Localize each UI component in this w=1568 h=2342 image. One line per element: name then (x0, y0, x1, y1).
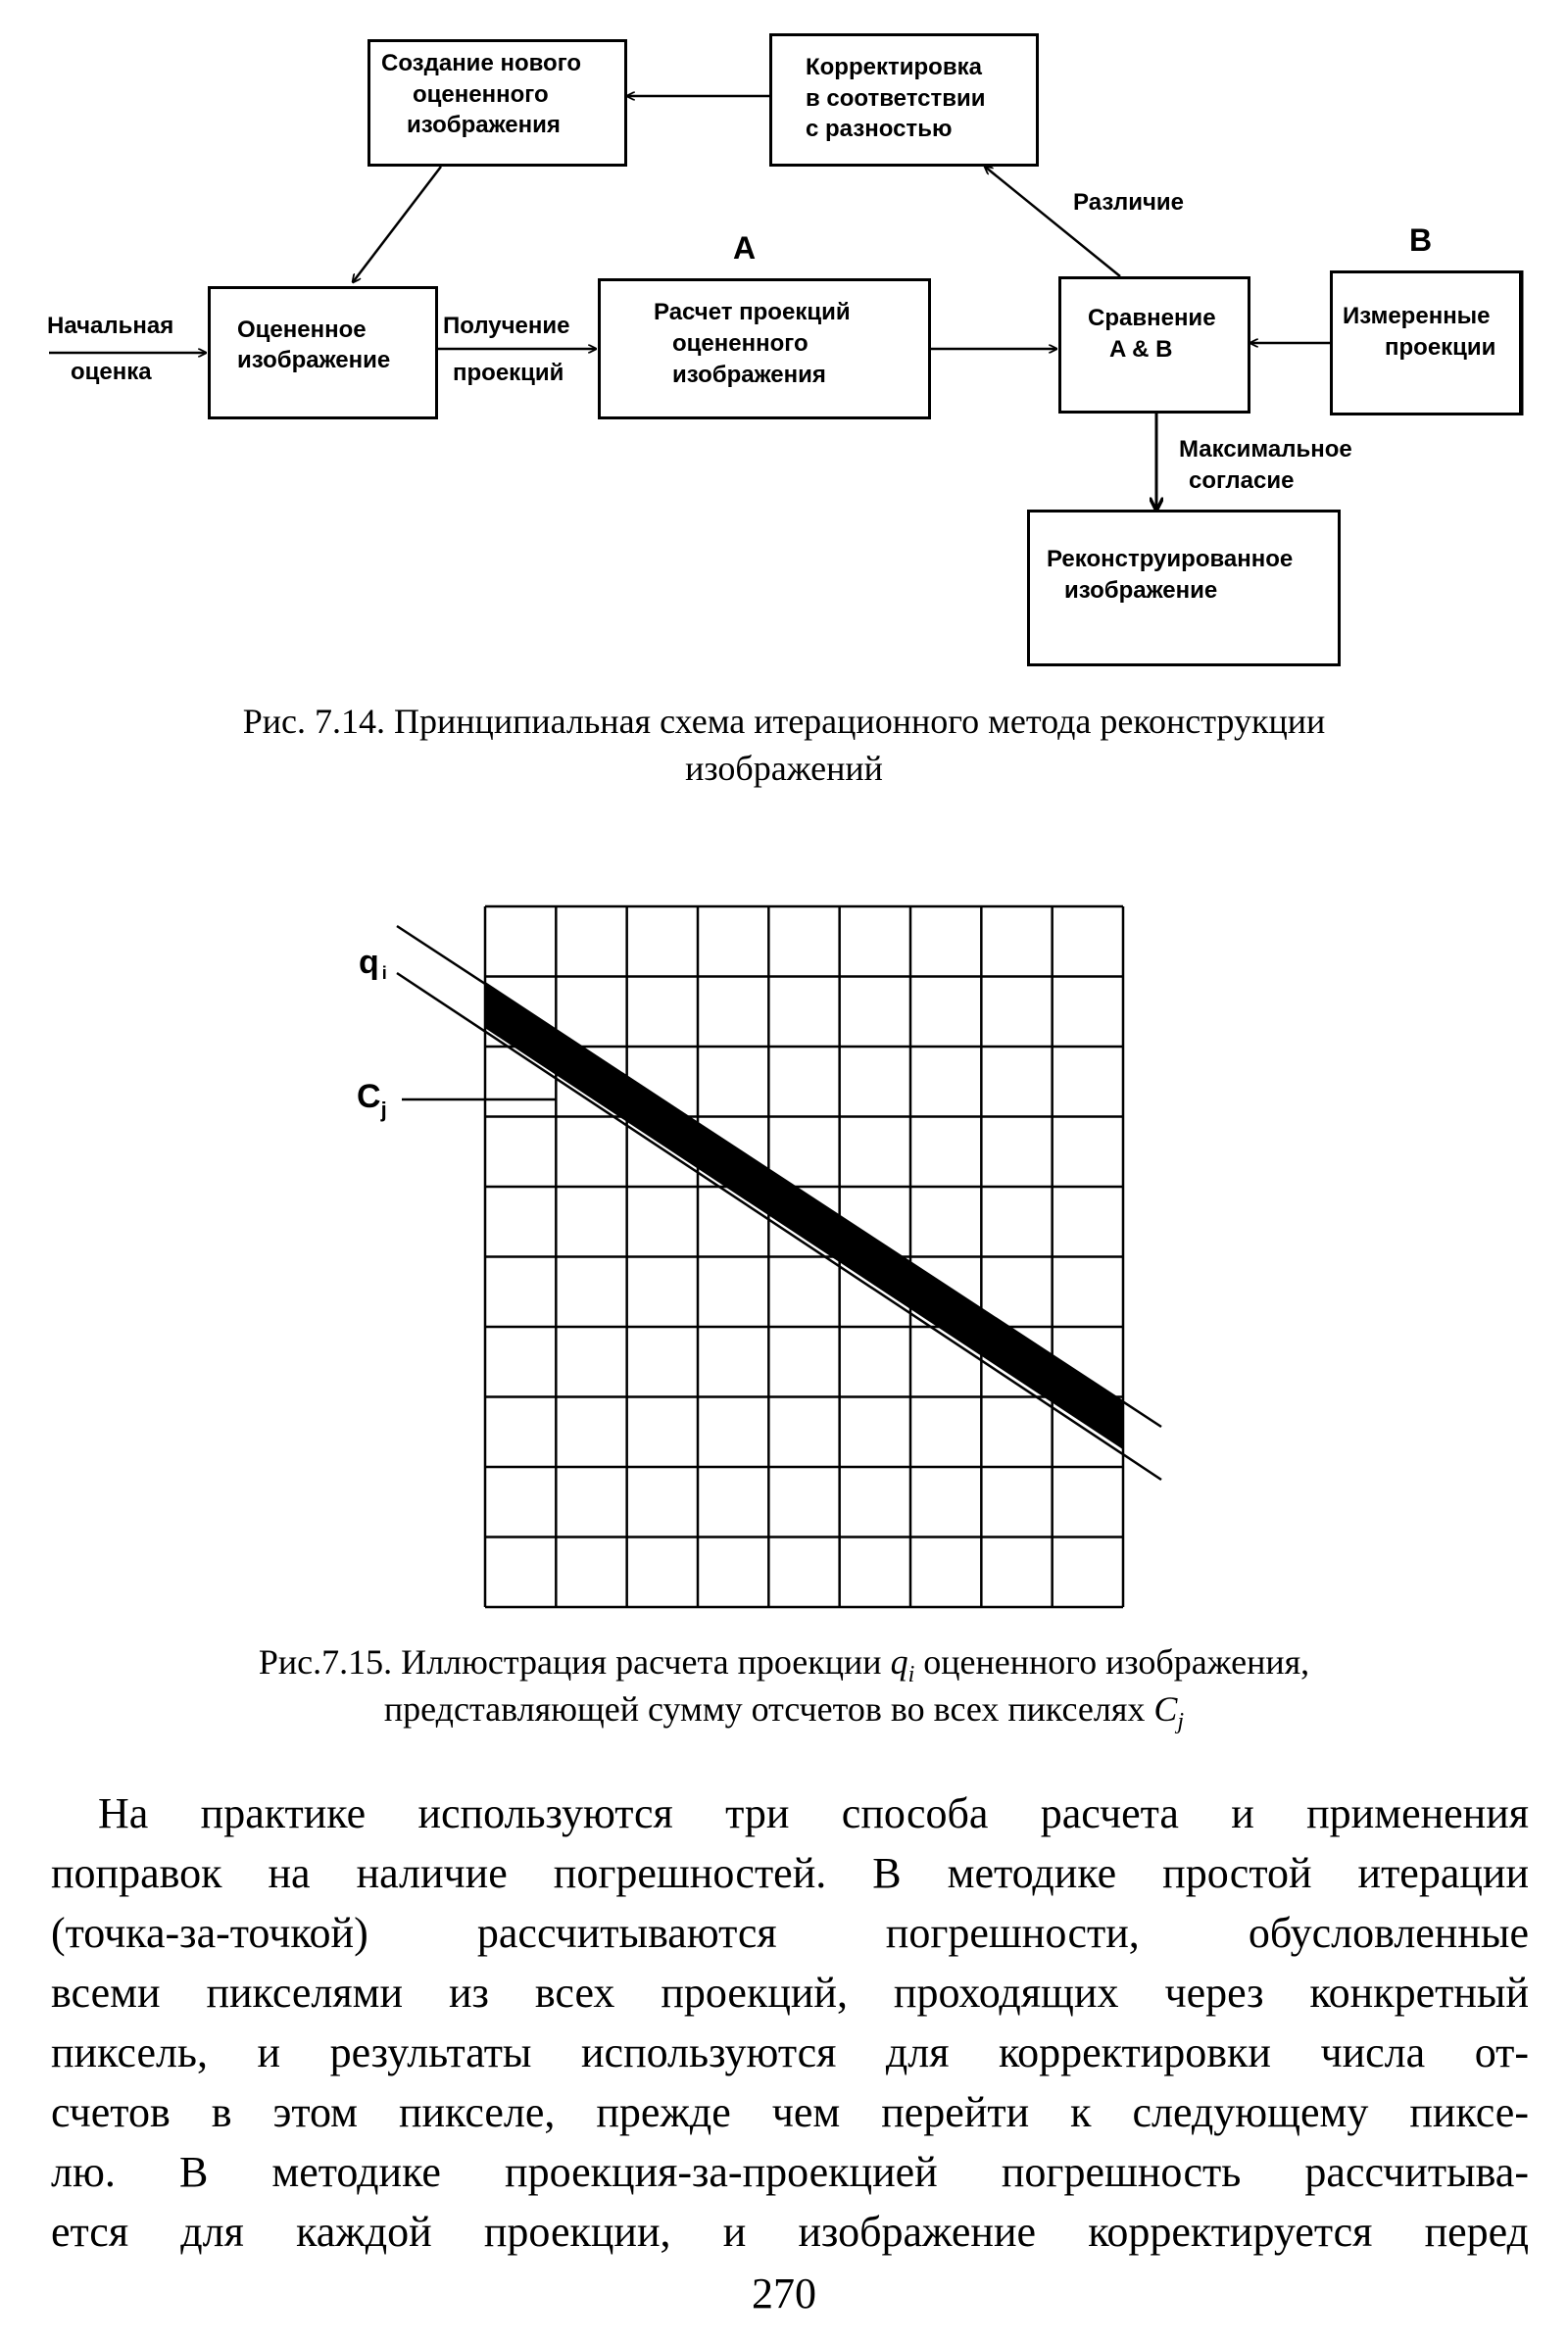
get-projections-line2: проекций (453, 360, 564, 386)
figure-7-14-caption-line2: изображений (685, 749, 883, 788)
reconstructed-line2: изображение (1064, 577, 1218, 604)
measured-line1: Измеренные (1343, 303, 1491, 329)
body-line: ется для каждой проекции, и изображение корректируется перед (51, 2208, 1529, 2256)
body-line: поправок на наличие погрешностей. В методике простой итерации (51, 1849, 1529, 1897)
ray-boundary-lower (397, 973, 1161, 1480)
page-number: 270 (752, 2269, 816, 2318)
reconstructed-line1: Реконструированное (1047, 546, 1294, 572)
max-agreement-line1: Максимальное (1179, 436, 1352, 463)
comparison-line2: A & B (1109, 336, 1173, 363)
body-line: счетов в этом пикселе, прежде чем перейти к следующему пиксе- (51, 2088, 1529, 2136)
difference-label: Различие (1073, 189, 1184, 216)
cj-label: $C_j$ (357, 1078, 387, 1122)
body-line: На практике используются три способа расчета и применения (98, 1789, 1529, 1837)
body-paragraph (51, 1783, 1529, 2262)
qi-label: qi (359, 944, 387, 983)
figure-7-15-caption-line1: Рис.7.15. Иллюстрация расчета проекции $q_i$ оцененного изображения, (258, 1642, 1310, 1688)
max-agreement-line2: согласие (1189, 467, 1295, 494)
ray-boundary-upper (397, 926, 1161, 1427)
body-line: пиксель, и результаты используются для корректировки числа от- (51, 2028, 1529, 2076)
body-line: лю. В методике проекция-за-проекцией погрешность рассчитыва- (51, 2148, 1529, 2196)
pixel-grid (485, 906, 1123, 1607)
new-estimate-line1: Создание нового (381, 50, 582, 76)
correction-line2: в соответствии (806, 85, 986, 112)
label-b: B (1409, 222, 1433, 258)
comparison-line1: Сравнение (1088, 305, 1216, 331)
initial-estimate-line2: оценка (71, 359, 152, 385)
correction-line3: с разностью (806, 116, 953, 142)
body-line: всеми пикселями из всех проекций, проходящих через конкретный (51, 1969, 1529, 2017)
estimated-image-line2: изображение (237, 347, 391, 373)
get-projections-line1: Получение (443, 313, 570, 339)
body-line: (точка-за-точкой) рассчитываются погрешности, обусловленные (51, 1909, 1529, 1957)
measured-line2: проекции (1385, 334, 1496, 361)
projection-calc-line3: изображения (672, 362, 826, 388)
figure-7-14-caption-line1: Рис. 7.14. Принципиальная схема итерационного метода реконструкции (242, 702, 1326, 741)
projection-ray-band (485, 983, 1123, 1448)
correction-line1: Корректировка (806, 54, 982, 80)
new-estimate-line3: изображения (407, 112, 561, 138)
new-estimate-line2: оцененного (413, 81, 549, 108)
projection-calc-line2: оцененного (672, 330, 808, 357)
projection-calc-line1: Расчет проекций (654, 299, 851, 325)
figure-7-15-caption-line2: представляющей сумму отсчетов во всех пикселях $C_j$ (383, 1689, 1185, 1735)
estimated-image-line1: Оцененное (237, 317, 367, 343)
label-a: A (733, 230, 757, 266)
initial-estimate-line1: Начальная (47, 313, 174, 339)
